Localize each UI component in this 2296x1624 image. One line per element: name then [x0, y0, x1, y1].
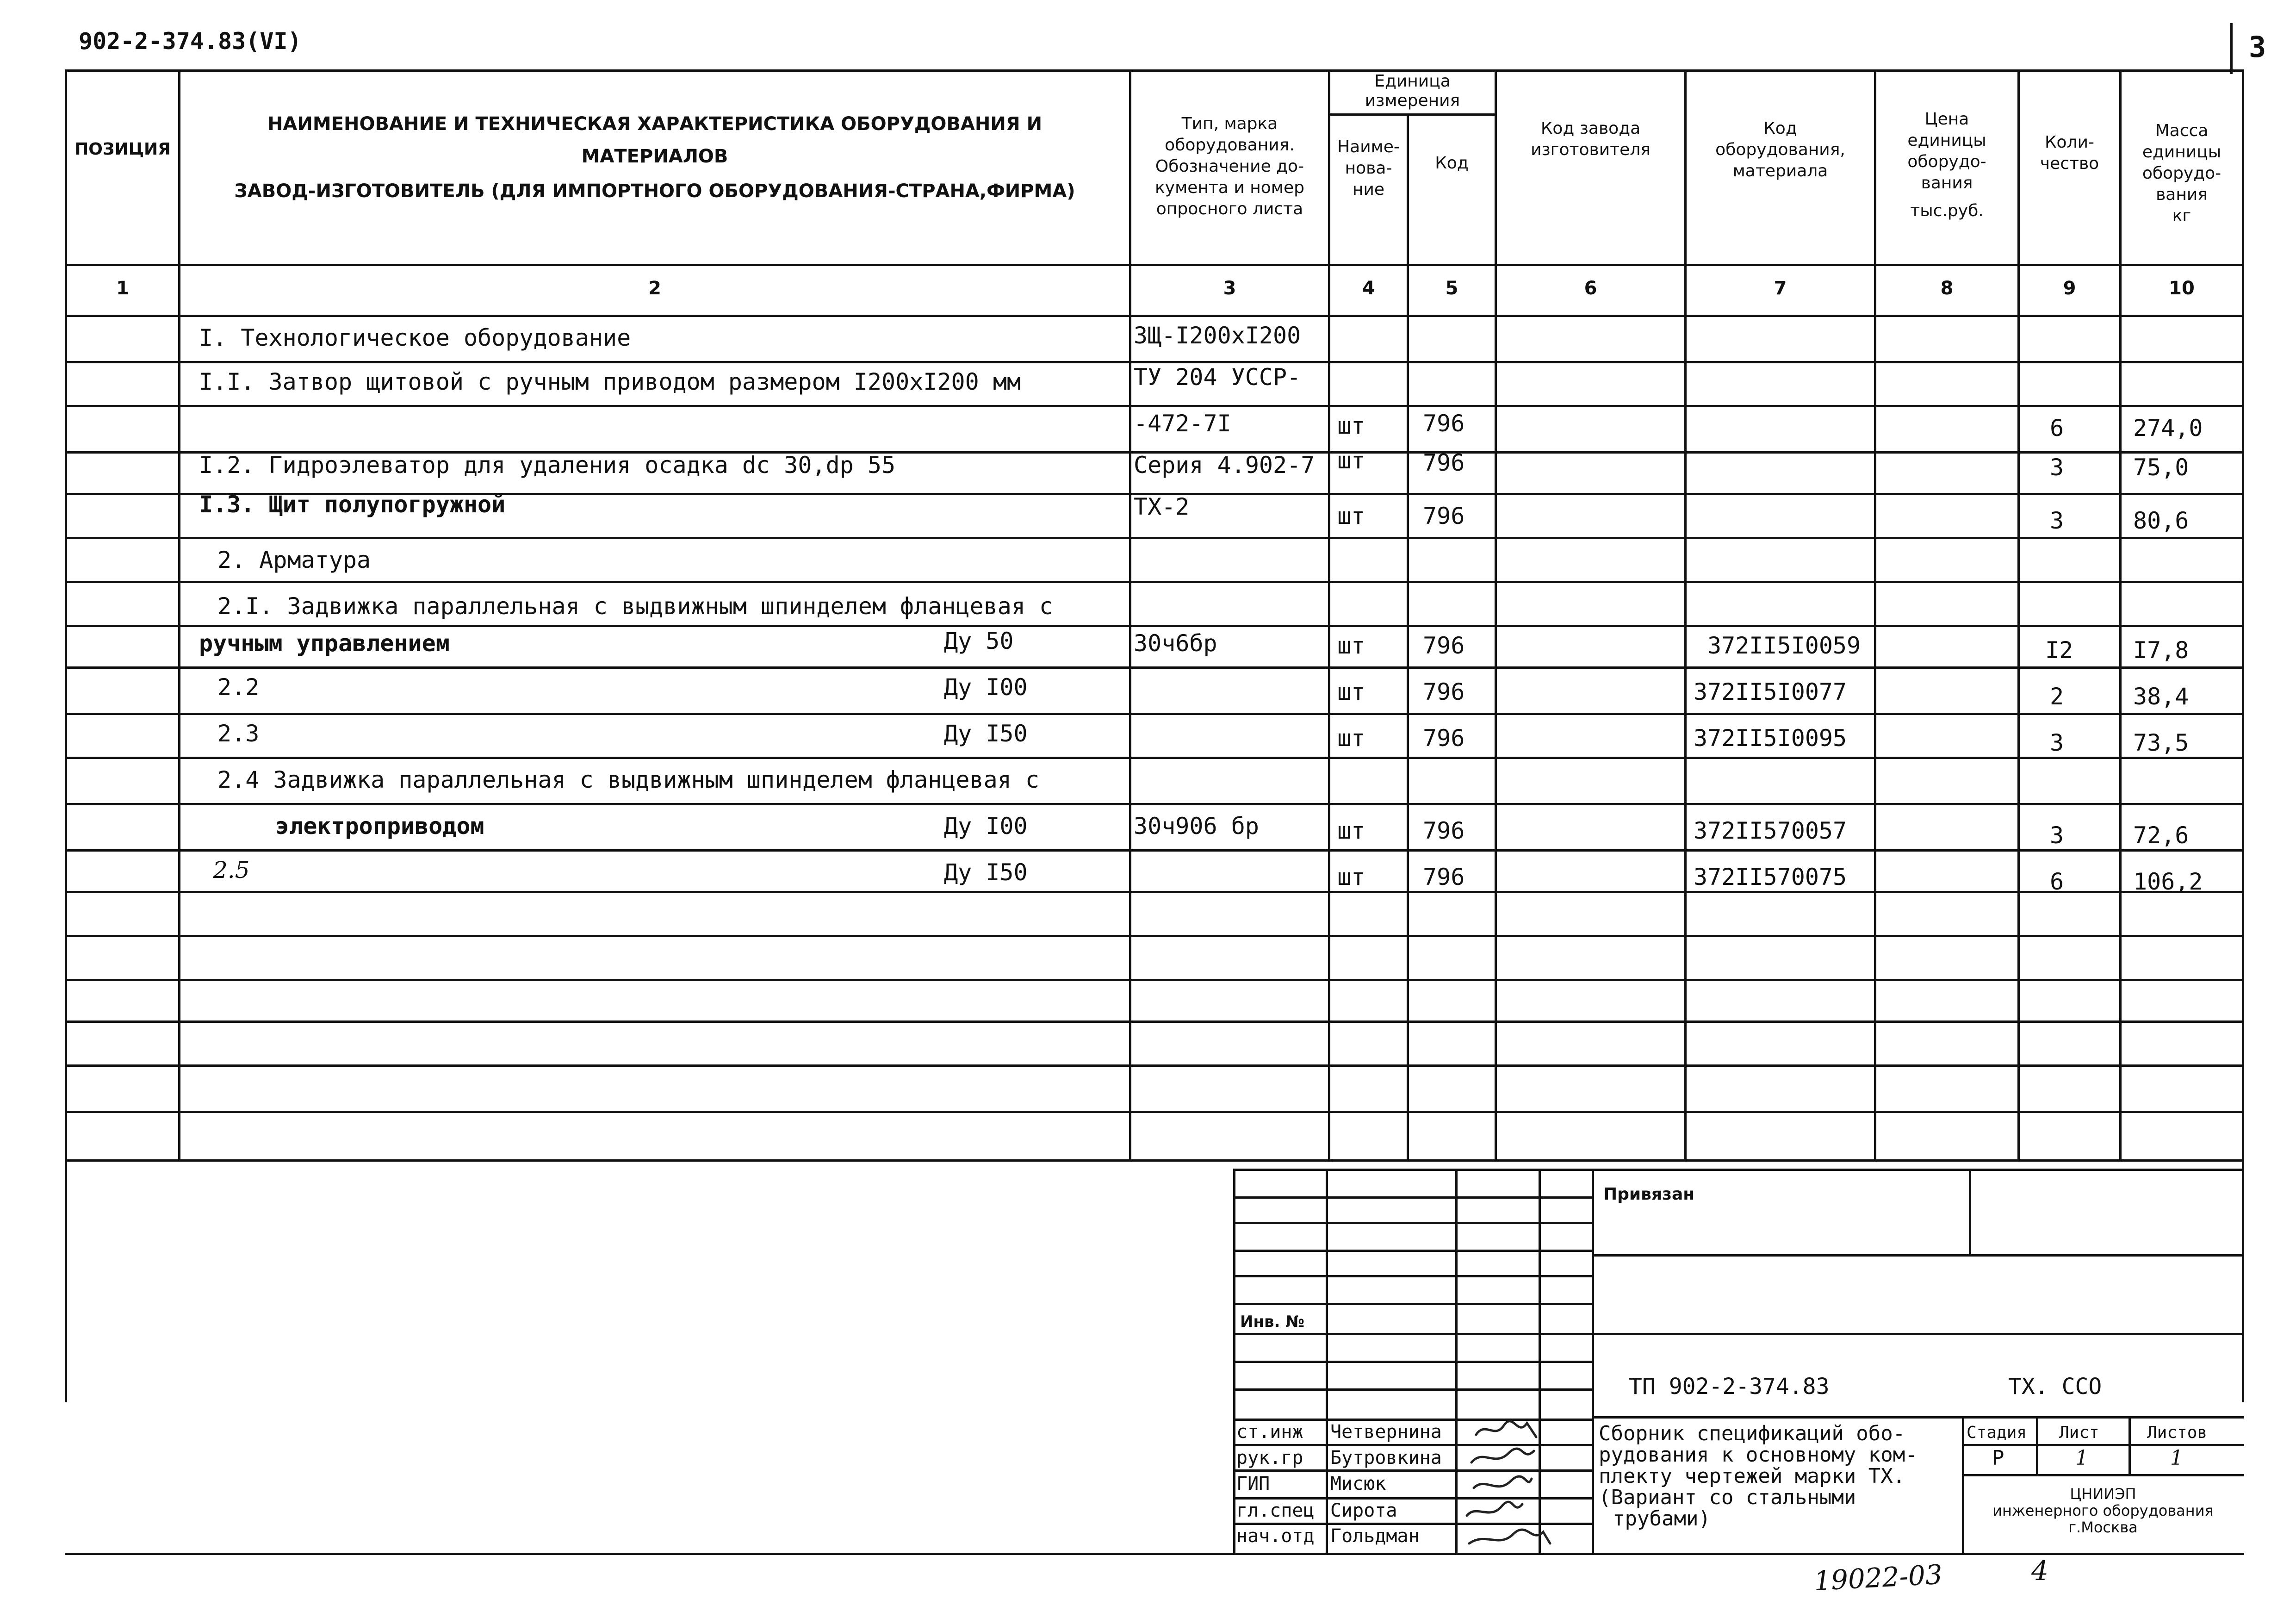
signature-role: рук.гр [1236, 1447, 1303, 1468]
row-du: Ду I50 [944, 859, 1028, 886]
row-mass: I7,8 [2133, 637, 2189, 664]
row-code: 796 [1423, 632, 1465, 659]
row-qty: 3 [2050, 507, 2064, 534]
row-unit: шт [1337, 447, 1365, 474]
row-type: ТУ 204 УССР- [1134, 364, 1301, 391]
row-name: 2.I. Задвижка параллельная с выдвижным шпинделем фланцевая с [217, 593, 1054, 620]
row-qty: 6 [2050, 415, 2064, 442]
row-qty: 2 [2050, 683, 2064, 710]
signature-role: нач.отд [1236, 1525, 1315, 1547]
archive-number: 19022-03 [1813, 1558, 1943, 1597]
signature-role: ст.инж [1236, 1421, 1303, 1443]
row-unit: шт [1337, 725, 1365, 752]
header-unit-code: Код [1435, 154, 1469, 173]
row-unit: шт [1337, 412, 1365, 439]
row-type: 30ч6бр [1134, 630, 1217, 657]
row-material-code: 372II5I0059 [1707, 632, 1861, 659]
document-code: 902-2-374.83(VI) [79, 28, 302, 55]
row-du: Ду I50 [944, 720, 1028, 747]
signature-name: Четвернина [1330, 1421, 1442, 1443]
row-name: I.I. Затвор щитовой с ручным приводом размером I200хI200 мм [199, 368, 1021, 395]
doc-number: ТП 902-2-374.83 [1629, 1374, 1830, 1400]
row-name: I. Технологическое оборудование [199, 324, 631, 351]
header-unit-name: Наиме- нова- ние [1337, 137, 1400, 199]
organization: ЦНИИЭП инженерного оборудования г.Москва [1992, 1485, 2214, 1536]
header-material-code: Код оборудования, материала [1715, 119, 1845, 180]
col-number-5: 5 [1445, 278, 1458, 299]
header-name-line2: МАТЕРИАЛОВ [581, 146, 728, 167]
page-number: 3 [2249, 30, 2266, 64]
row-type: Серия 4.902-7 [1134, 452, 1315, 479]
row-qty: I2 [2045, 637, 2073, 664]
signature-name: Гольдман [1330, 1525, 1420, 1547]
stage-value: Р [1992, 1446, 2004, 1470]
row-code: 796 [1423, 725, 1465, 752]
row-code: 796 [1423, 449, 1465, 476]
privyazan-label: Привязан [1603, 1185, 1695, 1204]
row-name: I.2. Гидроэлеватор для удаления осадка dс 30,dр 55 [199, 452, 896, 479]
sheets-label: Листов [2147, 1423, 2208, 1442]
col-number-7: 7 [1774, 278, 1787, 299]
row-code: 796 [1423, 678, 1465, 705]
row-unit: шт [1337, 503, 1365, 529]
row-du: Ду 50 [944, 628, 1014, 654]
signature-name: Сирота [1330, 1500, 1397, 1521]
row-qty: 3 [2050, 729, 2064, 756]
row-material-code: 372II570057 [1694, 817, 1847, 844]
header-name-line3: ЗАВОД-ИЗГОТОВИТЕЛЬ (ДЛЯ ИМПОРТНОГО ОБОРУДОВАНИЯ-СТРАНА,ФИРМА) [234, 180, 1075, 202]
row-du: Ду I00 [944, 813, 1028, 840]
row-mass: 72,6 [2133, 822, 2189, 849]
inventory-label: Инв. № [1240, 1313, 1305, 1331]
header-maker-code: Код завода изготовителя [1531, 119, 1651, 159]
col-number-2: 2 [648, 278, 661, 299]
row-code: 796 [1423, 864, 1465, 890]
row-qty: 3 [2050, 822, 2064, 849]
header-quantity: Коли- чество [2040, 133, 2099, 173]
row-name: 2.3 [217, 720, 260, 747]
row-code: 796 [1423, 817, 1465, 844]
row-qty: 6 [2050, 868, 2064, 895]
header-name-line1: НАИМЕНОВАНИЕ И ТЕХНИЧЕСКАЯ ХАРАКТЕРИСТИКА ОБОРУДОВАНИЯ И [267, 113, 1043, 135]
row-mass: 75,0 [2133, 454, 2189, 481]
row-type: ТХ-2 [1134, 493, 1190, 520]
row-du: Ду I00 [944, 674, 1028, 701]
doc-mark: ТХ. ССО [2008, 1374, 2102, 1400]
row-type: -472-7I [1134, 410, 1231, 437]
page-mark: 4 [2031, 1555, 2048, 1587]
row-unit: шт [1337, 817, 1365, 844]
col-number-6: 6 [1584, 278, 1597, 299]
header-mass: Масса единицы оборудо- вания кг [2142, 121, 2222, 225]
row-material-code: 372II570075 [1694, 864, 1847, 890]
row-name: 2. Арматура [217, 547, 371, 573]
row-name: 2.4 Задвижка параллельная с выдвижным шпинделем фланцевая с [217, 766, 1040, 793]
row-mass: 274,0 [2133, 415, 2203, 442]
col-number-1: 1 [116, 278, 129, 299]
col-number-3: 3 [1223, 278, 1236, 299]
row-mass: 80,6 [2133, 507, 2189, 534]
col-number-10: 10 [2169, 278, 2195, 299]
col-number-8: 8 [1940, 278, 1954, 299]
row-unit: шт [1337, 632, 1365, 659]
handwritten-signatures [1458, 1416, 1596, 1555]
stage-label: Стадия [1967, 1423, 2027, 1442]
page-number-divider [2230, 23, 2233, 74]
row-mass: 38,4 [2133, 683, 2189, 710]
header-position: ПОЗИЦИЯ [74, 140, 171, 159]
row-name: электроприводом [275, 813, 484, 840]
sheet-value: 1 [2075, 1446, 2088, 1470]
row-unit: шт [1337, 864, 1365, 890]
header-price: Цена единицы оборудо- вания тыс.руб. [1907, 110, 1986, 220]
col-number-4: 4 [1362, 278, 1375, 299]
row-name: 2.2 [217, 674, 260, 701]
row-material-code: 372II5I0095 [1694, 725, 1847, 752]
row-code: 796 [1423, 410, 1465, 437]
row-name: 2.5 [213, 857, 250, 884]
row-material-code: 372II5I0077 [1694, 678, 1847, 705]
row-unit: шт [1337, 678, 1365, 705]
row-code: 796 [1423, 503, 1465, 529]
sheets-value: 1 [2170, 1446, 2183, 1470]
row-name: ручным управлением [199, 630, 450, 657]
row-type: 30ч906 бр [1134, 813, 1259, 840]
signature-name: Бутровкина [1330, 1447, 1442, 1468]
row-type: ЗЩ-I200хI200 [1134, 322, 1301, 349]
row-qty: 3 [2050, 454, 2064, 481]
col-number-9: 9 [2063, 278, 2076, 299]
row-mass: 106,2 [2133, 868, 2203, 895]
row-name: I.3. Щит полупогружной [199, 491, 506, 518]
row-mass: 73,5 [2133, 729, 2189, 756]
signature-role: ГИП [1236, 1473, 1270, 1494]
header-type: Тип, марка оборудования. Обозначение до- кумента и номер опросного листа [1155, 114, 1304, 218]
header-unit-group: Единица измерения [1365, 72, 1460, 110]
signature-role: гл.спец [1236, 1500, 1315, 1521]
doc-description: Сборник спецификаций обо- рудования к основному ком- плекту чертежей марки ТХ. (Вариант со стальными трубами) [1599, 1422, 1917, 1531]
sheet-label: Лист [2059, 1423, 2099, 1442]
signature-name: Мисюк [1330, 1473, 1386, 1494]
